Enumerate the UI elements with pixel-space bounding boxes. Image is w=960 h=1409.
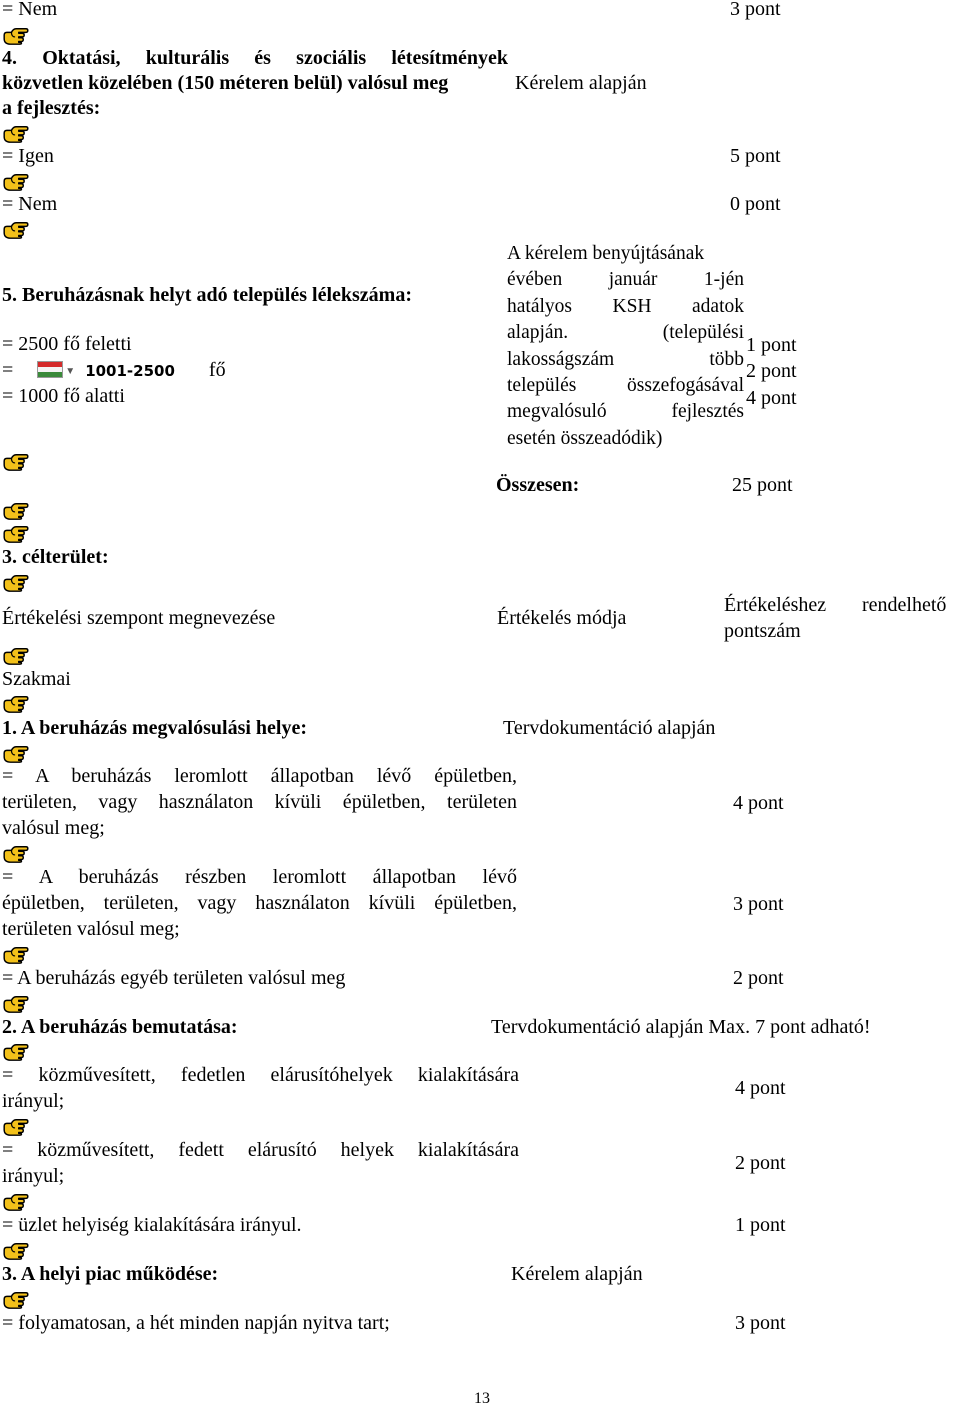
option-nem: = Nem [2,193,58,215]
option-line: területen, vagy használaton kívüli épületben, területen [2,791,517,813]
option-line: = A beruházás leromlott állapotban lévő épületben, [2,765,517,787]
table-header-criterion: Értékelési szempont megnevezése [2,607,276,629]
pointing-hand-icon [2,694,30,714]
method-line: évében január 1-jén [507,269,744,291]
population-select-value: 1001-2500 [85,362,175,380]
c2-pont-3: 1 pont [735,1214,786,1236]
c2-method: Tervdokumentáció alapján Max. 7 pont adható! [491,1016,871,1038]
celterulet-title: 3. célterület: [2,546,109,568]
pointing-hand-icon [2,646,30,666]
sec5-option-1: = 2500 fő feletti [2,333,132,355]
sec5-pont-2: 2 pont [746,360,797,382]
sec5-pont-3: 4 pont [746,387,797,409]
option-line: irányul; [2,1090,65,1112]
pointing-hand-icon [2,573,30,593]
option-line: = közművesített, fedetlen elárusítóhelyek kialakítására [2,1064,519,1086]
c2-pont-1: 4 pont [735,1077,786,1099]
szakmai-label: Szakmai [2,668,71,690]
sec5-method [507,241,744,452]
sec5-option-2 [2,357,226,385]
pointing-hand-icon [2,1117,30,1137]
method-line: alapján. (települési [507,322,744,344]
table-header-score-3: pontszám [724,620,801,642]
method-line: település összefogásával [507,375,744,397]
c1-option-2 [2,864,517,942]
c1-title: 1. A beruházás megvalósulási helye: [2,717,308,739]
pointing-hand-icon [2,452,30,472]
option-line: = A beruházás részben leromlott állapotban lévő [2,866,517,888]
sec5-option-3: = 1000 fő alatti [2,385,125,407]
sec5-pont-1: 1 pont [746,334,797,356]
pont-nem-top: 3 pont [730,0,781,20]
method-line: esetén összeadódik) [507,427,663,449]
c2-option-1 [2,1062,519,1114]
pointing-hand-icon [2,994,30,1014]
chevron-down-icon[interactable]: ▼ [65,366,76,377]
page-number: 13 [474,1390,490,1407]
method-line: A kérelem benyújtásának [507,243,705,264]
sec4-method: Kérelem alapján [515,72,647,94]
method-line: hatályos KSH adatok [507,295,744,317]
pointing-hand-icon [2,1290,30,1310]
total-value: 25 pont [732,474,793,496]
method-line: lakosságszám több [507,348,744,370]
pont-igen: 5 pont [730,145,781,167]
c2-title: 2. A beruházás bemutatása: [2,1016,238,1038]
c1-option-1 [2,763,517,841]
c2-pont-2: 2 pont [735,1152,786,1174]
c2-option-2 [2,1137,519,1189]
c2-option-3: = üzlet helyiség kialakítására irányul. [2,1214,302,1236]
pointing-hand-icon [2,220,30,240]
pointing-hand-icon [2,1042,30,1062]
hungarian-flag-icon [37,361,63,378]
pont-nem: 0 pont [730,193,781,215]
total-label: Összesen: [496,474,580,496]
pointing-hand-icon [2,501,30,521]
sec5-title: 5. Beruházásnak helyt adó település lélekszáma: [2,284,412,306]
pointing-hand-icon [2,744,30,764]
c1-pont-2: 3 pont [733,893,784,915]
option-line: irányul; [2,1165,65,1187]
pointing-hand-icon [2,26,30,46]
pointing-hand-icon [2,1192,30,1212]
sec5-option-2-suffix: fő [208,359,226,381]
method-line: megvalósuló fejlesztés [507,401,744,423]
pointing-hand-icon [2,524,30,544]
option-nem-top: = Nem [2,0,58,20]
pointing-hand-icon [2,945,30,965]
sec4-title-line3: a fejlesztés: [2,97,101,119]
sec4-title-line1: 4. Oktatási, kulturális és szociális létesítmények [2,47,508,69]
option-line: = közművesített, fedett elárusító helyek kialakítására [2,1139,519,1161]
pointing-hand-icon [2,172,30,192]
option-igen: = Igen [2,145,54,167]
pointing-hand-icon [2,124,30,144]
pointing-hand-icon [2,1241,30,1261]
sec4-title-line2: közvetlen közelében (150 méteren belül) valósul meg [2,72,449,94]
population-select[interactable] [37,359,180,381]
table-header-method: Értékelés módja [497,607,627,629]
table-header-score-2: rendelhető [862,594,947,616]
pointing-hand-icon [2,844,30,864]
c3-option-1: = folyamatosan, a hét minden napján nyitva tart; [2,1312,390,1334]
sec5-option-2-prefix: = [2,359,14,381]
c1-pont-1: 4 pont [733,792,784,814]
option-line: épületben, területen, vagy használaton kívüli épületben, [2,892,517,914]
c1-option-3: = A beruházás egyéb területen valósul meg [2,967,346,989]
table-header-score-1: Értékeléshez [724,594,827,616]
option-line: valósul meg; [2,817,105,839]
option-line: területen valósul meg; [2,918,180,940]
c3-pont-1: 3 pont [735,1312,786,1334]
c1-method: Tervdokumentáció alapján [503,717,716,739]
c3-method: Kérelem alapján [511,1263,643,1285]
c1-pont-3: 2 pont [733,967,784,989]
c3-title: 3. A helyi piac működése: [2,1263,219,1285]
